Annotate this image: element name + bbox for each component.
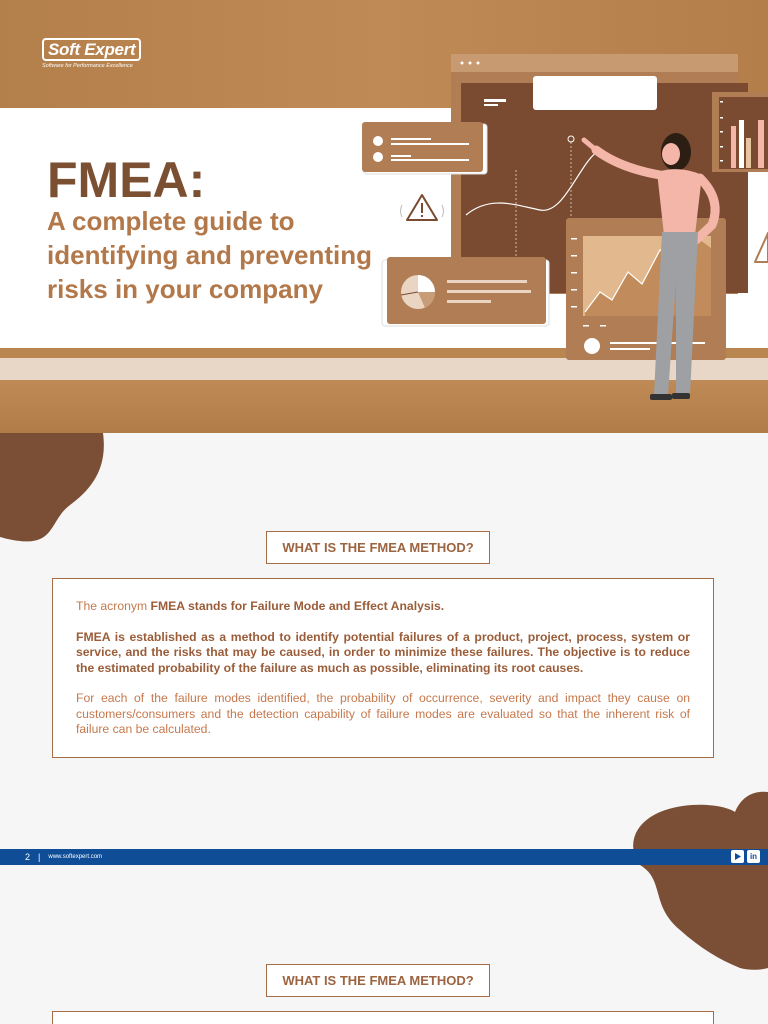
definition-box — [52, 578, 714, 758]
definition-paragraph-2: FMEA is established as a method to identify potential failures of a product, project, process, system or service, and the risks that may be caused, in order to minimize these failures. The objective is to reduce the estimated probability of the failure as much as possible, eliminating its root causes. — [76, 629, 690, 675]
paragraph-1-bold: FMEA stands for Failure Mode and Effect Analysis. — [150, 599, 445, 613]
definition-paragraph-1 — [76, 599, 690, 615]
website-link[interactable]: www.softexpert.com — [48, 854, 103, 860]
youtube-icon[interactable] — [731, 850, 744, 863]
blob-right — [633, 792, 768, 970]
footer-separator: | — [38, 852, 41, 862]
page-footer-bar — [0, 849, 768, 865]
section-heading-text: WHAT IS THE FMEA METHOD? — [282, 540, 474, 555]
paragraph-1-prefix: The acronym — [76, 599, 151, 613]
logo-tagline: Software for Performance Excellence — [42, 63, 133, 69]
page-number: 2 — [25, 852, 31, 862]
section-heading-text-repeat: WHAT IS THE FMEA METHOD? — [282, 973, 474, 988]
definition-paragraph-3: For each of the failure modes identified, the probability of occurrence, severity and impact they cause on customers/consumers and the detection capability of failure modes are evaluated so that the inherent risk of failure can be calculated. — [76, 691, 690, 736]
hero-title: FMEA: — [47, 152, 206, 208]
section-heading-what-is-fmea-repeat — [266, 964, 490, 997]
section-heading-what-is-fmea — [266, 531, 490, 564]
definition-box-repeat — [52, 1011, 714, 1024]
linkedin-icon[interactable]: in — [747, 850, 760, 863]
blob-left — [0, 433, 104, 541]
logo-wordmark: Soft Expert — [42, 38, 141, 61]
hero-subtitle: A complete guide to identifying and preventing risks in your company — [47, 206, 373, 304]
